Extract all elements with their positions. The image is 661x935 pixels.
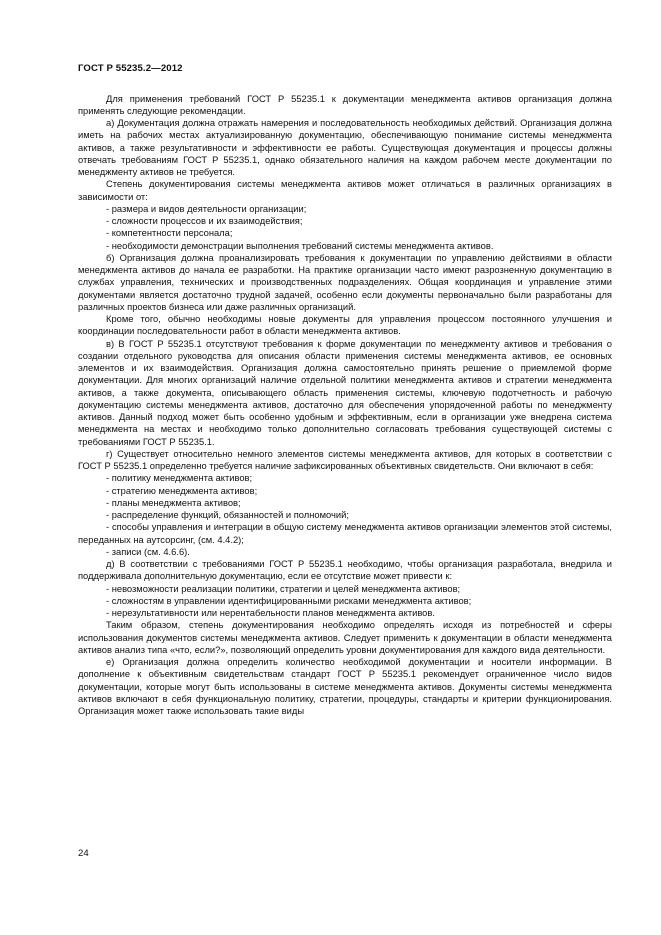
document-body [78, 93, 612, 718]
list-item: - нерезультативности или нерентабельности планов менеджмента активов. [106, 608, 435, 618]
paragraph-degree: Степень документирования системы менеджмента активов может отличаться в различных организациях в зависимости от: [78, 179, 612, 202]
paragraph-moreover: Кроме того, обычно необходимы новые документы для управления процессом постоянного улучшения и координации последовательности работ в области менеджмента активов. [78, 314, 612, 337]
paragraph-v: в) В ГОСТ Р 55235.1 отсутствуют требования к форме документации по менеджменту активов и требования о создании отдельного руководства для описания области применения системы менеджмента активов, ее основных элементов и их взаимодействия. Организация должна самостоятельно принять решение о приемлемой форме документации. Для многих организаций наличие отдельной политики менеджмента активов и стратегии менеджмента активов, а также документа, описывающего область применения системы, ключевую подотчетность и рабочую документацию системы менеджмента активов, достаточно для обеспечения упорядоченной работы по менеджменту активов. Данный подход может быть особенно удобным и эффективным, если в организации уже внедрена система менеджмента на местах и необходимо только дополнительно согласовать требования существующей системы с требованиями ГОСТ Р 55235.1. [78, 338, 612, 447]
list-item: - необходимости демонстрации выполнения требований системы менеджмента активов. [106, 240, 494, 251]
document-header: ГОСТ Р 55235.2—2012 [78, 63, 183, 74]
list-item: - записи (см. 4.6.6). [106, 546, 190, 557]
paragraph-b: б) Организация должна проанализировать требования к документации по управлению действиями в области менеджмента активов до начала ее разработки. На практике организации часто имеют разрозненную документацию в службах управления, технических и производственных подразделениях. Общая координация и управление этими документами является достаточно трудной задачей, особенно если документы первоначально были разработаны для различных проектов бизнеса или даже различных организаций. [78, 252, 612, 312]
paragraph-d: д) В соответствии с требованиями ГОСТ Р 55235.1 необходимо, чтобы организация разработала, внедрила и поддерживала дополнительную документацию, если ее отсутствие может привести к: [78, 559, 612, 582]
paragraph-thus: Таким образом, степень документирования необходимо определять исходя из потребностей и сферы использования документов системы менеджмента активов. Следует применить к документации в области менеджмента активов анализ типа «что, если?», позволяющий определить уровни документирования для каждого вида деятельности. [78, 620, 612, 655]
paragraph-e: е) Организация должна определить количество необходимой документации и носители информации. В дополнение к объективным свидетельствам стандарт ГОСТ Р 55235.1 рекомендует ограниченное число видов документации, которые могут быть использованы в системе менеджмента активов. Документы системы менеджмента активов включают в себя функциональную политику, стратегии, процедуры, стандарты и критерии функционирования. Организация может также использовать такие виды [78, 657, 612, 716]
page-number: 24 [78, 848, 89, 859]
list-item: - стратегию менеджмента активов; [106, 485, 258, 496]
list-item: - способы управления и интеграции в общую систему менеджмента активов организации элементов этой системы, переданных на аутсорсинг, (см. 4.4.2); [78, 522, 612, 545]
list-item: - сложностям в управлении идентифицированными рисками менеджмента активов; [106, 595, 472, 606]
list-item: - размера и видов деятельности организации; [106, 203, 307, 214]
list-item: - распределение функций, обязанностей и полномочий; [106, 510, 349, 520]
list-item: - политику менеджмента активов; [106, 473, 253, 484]
list-item: - компетентности персонала; [106, 228, 233, 239]
intro-paragraph: Для применения требований ГОСТ Р 55235.1 к документации менеджмента активов организация должна применять следующие рекомендации. [78, 93, 612, 116]
paragraph-g: г) Существует относительно немного элементов системы менеджмента активов, для которых в соответствии с ГОСТ Р 55235.1 определенно требуется наличие зафиксированных объективных свидетельств. Они включают в себя: [78, 448, 612, 471]
list-item: - сложности процессов и их взаимодействия; [106, 216, 303, 226]
paragraph-a: а) Документация должна отражать намерения и последовательность необходимых действий. Организация должна иметь на рабочих местах актуализированную документацию, обеспечивающую понимание системы менеджмента активов, а также результативности и эффективности ее работы. Существующая документация и процессы должны отвечать требованиям ГОСТ Р 55235.1, однако обязательного наличия на каждом рабочем месте документации по менеджменту активов не требуется. [78, 118, 612, 177]
list-item: - планы менеджмента активов; [106, 497, 241, 508]
list-item: - невозможности реализации политики, стратегии и целей менеджмента активов; [106, 583, 461, 594]
